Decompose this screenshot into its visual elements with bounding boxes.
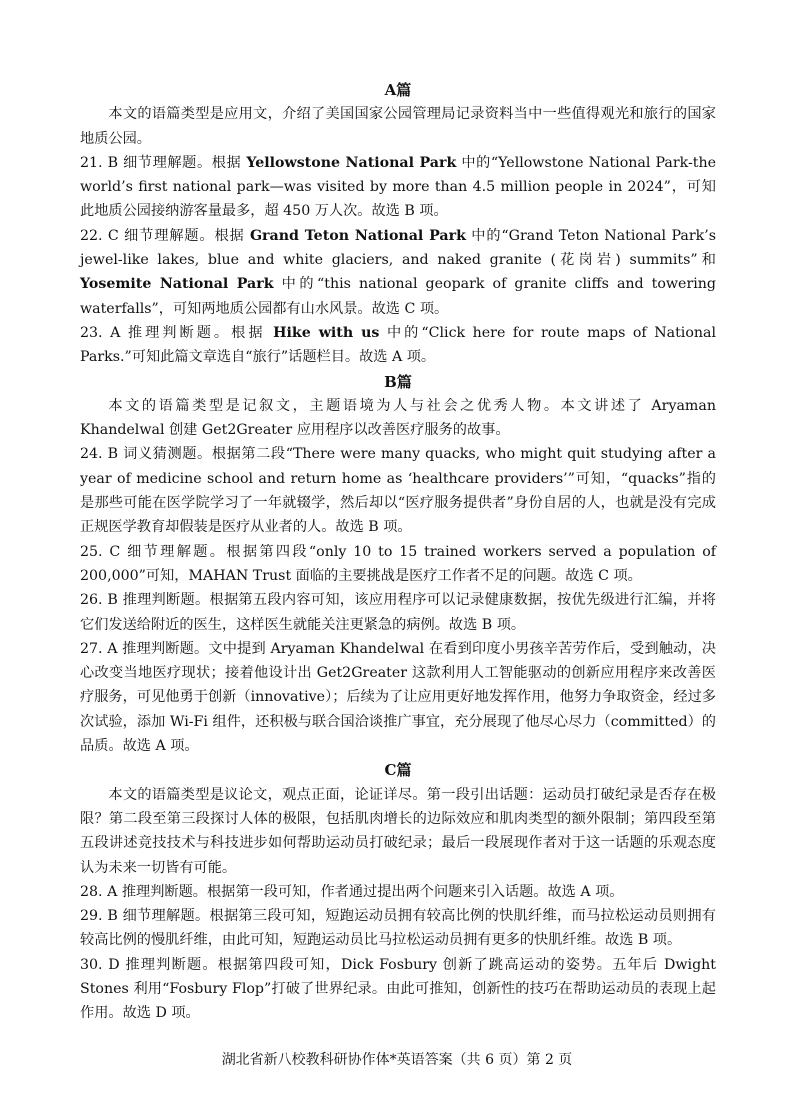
section-b-title: B篇 [384, 372, 412, 391]
answer-key-page [80, 78, 716, 1026]
section-a-title: A篇 [384, 81, 412, 99]
answer-29: 29. B 细节理解题。根据第三段可知，短跑运动员拥有较高比例的快肌纤维，而马拉松运动员则拥有较高比例的慢肌纤维，由此可知，短跑运动员比马拉松运动员拥有更多的快肌纤维。故选 B 项。 [80, 908, 716, 949]
section-c-title: C篇 [384, 761, 412, 780]
answer-24: 24. B 词义猜测题。根据第二段“There were many quacks, who might quit studying after a year of medicine school and return home as ‘healthcare providers’”可知，“quacks”指的是那些可能在医学院学习了一年就辍学，然后却以“医疗服务提供者”身份自居的人，也就是没有完成正规医学教育却假装是医疗从业者的人。故选 B 项。 [80, 446, 716, 536]
section-a-intro: 本文的语篇类型是应用文，介绍了美国国家公园管理局记录资料当中一些值得观光和旅行的国家地质公园。 [80, 106, 716, 147]
answer-30: 30. D 推理判断题。根据第四段可知，Dick Fosbury 创新了跳高运动的姿势。五年后 Dwight Stones 利用“Fosbury Flop”打破了世界纪录。由此可推知，创新性的技巧在帮助运动员的表现上起作用。故选 D 项。 [80, 956, 716, 1022]
page-footer: 湖北省新八校教科研协作体*英语答案（共 6 页）第 2 页 [221, 1052, 573, 1068]
answer-25: 25. C 细节理解题。根据第四段“only 10 to 15 trained workers served a population of 200,000”可知，MAHAN Trust 面临的主要挑战是医疗工作者不足的问题。故选 C 项。 [80, 543, 716, 584]
answer-21: 21. B 细节理解题。根据 Yellowstone National Park 中的“Yellowstone National Park-the world’s first national park—was visited by more than 4.5 million people in 2024”，可知此地质公园接纳游客量最多，超 450 万人次。故选 B 项。 [80, 154, 716, 220]
section-b-intro: 本文的语篇类型是记叙文，主题语境为人与社会之优秀人物。本文讲述了 Aryaman Khandelwal 创建 Get2Greater 应用程序以改善医疗服务的故事。 [80, 397, 716, 439]
answer-23: 23. A 推理判断题。根据 Hike with us 中的“Click here for route maps of National Parks.”可知此篇文章选自“旅行”话题栏目。故选 A 项。 [80, 324, 716, 366]
answer-28: 28. A 推理判断题。根据第一段可知，作者通过提出两个问题来引入话题。故选 A 项。 [80, 883, 624, 900]
section-c-intro: 本文的语篇类型是议论文，观点正面，论证详尽。第一段引出话题：运动员打破纪录是否存在极限？第二段至第三段探讨人体的极限，包括肌肉增长的边际效应和肌肉类型的额外限制；第四段至第五段讲述竞技技术与科技进步如何帮助运动员打破纪录；最后一段展现作者对于这一话题的乐观态度认为未来一切皆有可能。 [80, 786, 716, 876]
answer-26: 26. B 推理判断题。根据第五段内容可知，该应用程序可以记录健康数据，按优先级进行汇编，并将它们发送给附近的医生，这样医生就能关注更紧急的病例。故选 B 项。 [80, 592, 716, 633]
answer-27: 27. A 推理判断题。文中提到 Aryaman Khandelwal 在看到印度小男孩辛苦劳作后，受到触动，决心改变当地医疗现状；接着他设计出 Get2Greater 这款利用人工智能驱动的创新应用程序来改善医疗服务，可见他勇于创新（innovative）；后续为了让应用更好地发挥作用，他努力争取资金，经过多次试验，添加 Wi-Fi 组件，还积极与联合国洽谈推广事宜，充分展现了他尽心尽力（committed）的品质。故选 A 项。 [80, 640, 716, 755]
answer-22: 22. C 细节理解题。根据 Grand Teton National Park 中的“Grand Teton National Park’s jewel-like lakes, blue and white glaciers, and naked granite (花岗岩) summits”和 Yosemite National Park 中的“this national geopark of granite cliffs and towering waterfalls”，可知两地质公园都有山水风景。故选 C 项。 [80, 227, 717, 317]
